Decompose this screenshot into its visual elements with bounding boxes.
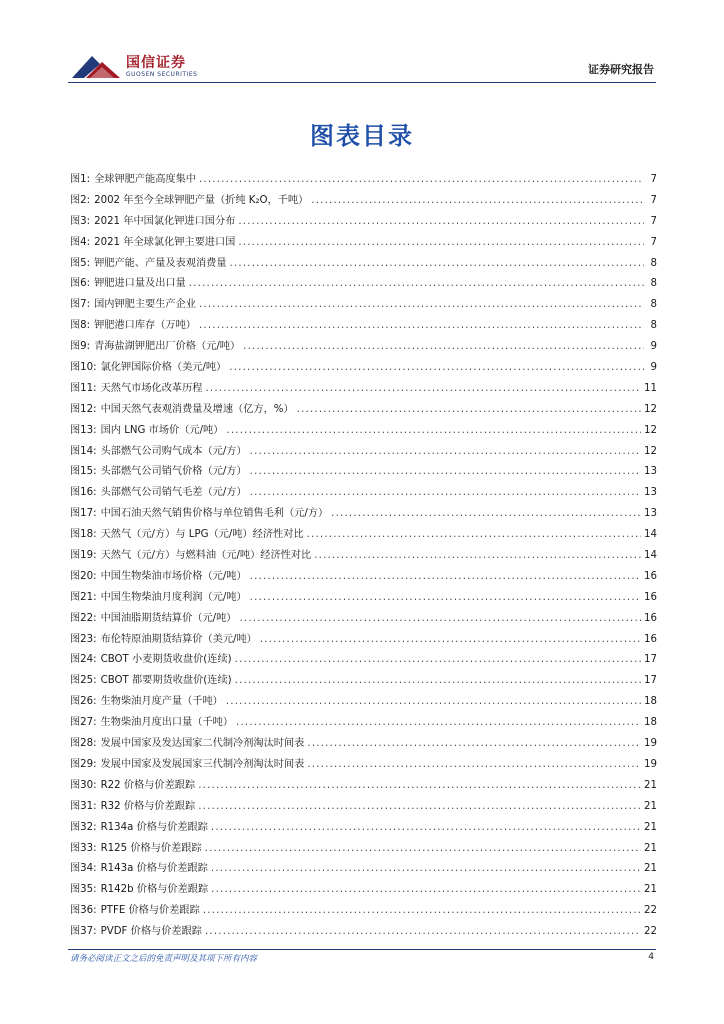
toc-dot-leader xyxy=(238,237,644,248)
toc-entry[interactable] xyxy=(70,254,657,275)
toc-entry-page: 16 xyxy=(644,591,657,603)
toc-entry-page: 21 xyxy=(644,779,657,791)
toc-entry-page: 7 xyxy=(650,236,657,248)
toc-dot-leader xyxy=(211,822,641,833)
toc-entry-page: 19 xyxy=(644,738,657,750)
toc-dot-leader xyxy=(250,487,641,498)
toc-entry-page: 21 xyxy=(644,842,657,854)
toc-entry-page: 11 xyxy=(644,382,657,394)
toc-entry-number: 图22: xyxy=(70,612,97,624)
toc-dot-leader xyxy=(235,675,641,686)
toc-entry-title: 生物柴油月度产量（千吨） xyxy=(100,696,223,708)
toc-entry-page: 8 xyxy=(650,278,657,290)
toc-entry-page: 13 xyxy=(644,487,657,499)
toc-dot-leader xyxy=(199,299,644,310)
toc-entry[interactable] xyxy=(70,379,657,400)
toc-dot-leader xyxy=(297,404,641,415)
toc-entry-title: 布伦特原油期货结算价（美元/吨） xyxy=(100,633,257,645)
toc-dot-leader xyxy=(311,195,644,206)
toc-entry-title: 天然气（元/方）与 LPG（元/吨）经济性对比 xyxy=(100,529,304,541)
toc-entry-title: CBOT 都要期货收盘价(连续) xyxy=(100,675,232,687)
toc-entry-page: 17 xyxy=(644,675,657,687)
toc-entry-number: 图21: xyxy=(70,591,97,603)
toc-dot-leader xyxy=(226,696,641,707)
footer-divider xyxy=(68,949,656,950)
toc-entry[interactable] xyxy=(70,797,657,818)
company-name-en: GUOSEN SECURITIES xyxy=(126,71,198,78)
toc-entry-number: 图8: xyxy=(70,320,91,332)
toc-entry[interactable] xyxy=(70,462,657,483)
toc-entry-number: 图23: xyxy=(70,633,97,645)
toc-entry-number: 图30: xyxy=(70,779,97,791)
toc-entry-number: 图9: xyxy=(70,341,91,353)
toc-dot-leader xyxy=(198,801,641,812)
toc-entry-number: 图20: xyxy=(70,570,97,582)
toc-entry-number: 图24: xyxy=(70,654,97,666)
toc-entry-title: 氯化钾国际价格（美元/吨） xyxy=(100,362,227,374)
toc-entry-number: 图1: xyxy=(70,174,91,185)
toc-entry-number: 图11: xyxy=(70,382,97,394)
toc-entry[interactable] xyxy=(70,734,657,755)
toc-entry[interactable] xyxy=(70,755,657,776)
toc-entry-page: 12 xyxy=(644,403,657,415)
toc-entry-number: 图18: xyxy=(70,529,97,541)
toc-entry-title: 钾肥港口库存（万吨） xyxy=(94,320,196,332)
toc-dot-leader xyxy=(189,278,644,289)
toc-dot-leader xyxy=(307,738,641,749)
toc-entry-number: 图27: xyxy=(70,717,97,729)
toc-entry[interactable] xyxy=(70,901,657,922)
toc-entry-title: 天然气（元/方）与燃料油（元/吨）经济性对比 xyxy=(100,550,312,562)
toc-entry-page: 12 xyxy=(644,445,657,457)
toc-entry-number: 图12: xyxy=(70,403,97,415)
toc-entry-title: 中国油脂期货结算价（元/吨） xyxy=(100,612,237,624)
toc-dot-leader xyxy=(243,341,644,352)
toc-entry[interactable] xyxy=(70,776,657,797)
toc-dot-leader xyxy=(250,571,641,582)
toc-entry-page: 9 xyxy=(650,341,657,353)
toc-entry-number: 图5: xyxy=(70,257,91,269)
toc-entry-number: 图10: xyxy=(70,362,97,374)
toc-entry[interactable] xyxy=(70,295,657,316)
toc-entry-title: R32 价格与价差跟踪 xyxy=(100,800,196,812)
report-type-label: 证券研究报告 xyxy=(588,63,654,76)
toc-entry-title: R143a 价格与价差跟踪 xyxy=(100,863,208,875)
toc-entry-title: PTFE 价格与价差跟踪 xyxy=(100,905,200,917)
toc-entry[interactable] xyxy=(70,400,657,421)
toc-entry[interactable] xyxy=(70,442,657,463)
toc-dot-leader xyxy=(235,654,641,665)
toc-entry-title: 头部燃气公司销气毛差（元/方） xyxy=(100,487,247,499)
toc-entry-title: CBOT 小麦期货收盘价(连续) xyxy=(100,654,232,666)
toc-entry-page: 12 xyxy=(644,424,657,436)
page-number: 4 xyxy=(648,952,654,962)
toc-entry-title: 中国生物柴油月度利润（元/吨） xyxy=(100,591,247,603)
toc-entry-number: 图3: xyxy=(70,215,91,227)
toc-entry[interactable] xyxy=(70,546,657,567)
toc-entry-page: 14 xyxy=(644,529,657,541)
toc-entry[interactable] xyxy=(70,630,657,651)
toc-entry-title: 头部燃气公司销气价格（元/方） xyxy=(100,466,247,478)
toc-entry-number: 图4: xyxy=(70,236,91,248)
toc-entry-page: 16 xyxy=(644,570,657,582)
toc-dot-leader xyxy=(238,216,644,227)
company-logo xyxy=(70,50,200,84)
toc-entry-page: 8 xyxy=(650,257,657,269)
toc-entry-page: 18 xyxy=(644,717,657,729)
toc-dot-leader xyxy=(307,529,641,540)
toc-entry-page: 16 xyxy=(644,612,657,624)
toc-entry-page: 21 xyxy=(644,863,657,875)
toc-entry-page: 17 xyxy=(644,654,657,666)
toc-entry-number: 图29: xyxy=(70,758,97,770)
toc-dot-leader xyxy=(205,843,641,854)
toc-entry-title: R22 价格与价差跟踪 xyxy=(100,779,196,791)
toc-entry[interactable] xyxy=(70,839,657,860)
toc-entry[interactable] xyxy=(70,567,657,588)
toc-entry[interactable] xyxy=(70,609,657,630)
toc-entry-number: 图2: xyxy=(70,194,91,206)
company-name: 国信证券 xyxy=(126,55,186,71)
toc-entry-title: 中国天然气表观消费量及增速（亿方，%） xyxy=(100,403,294,415)
toc-dot-leader xyxy=(230,258,644,269)
toc-entry-title: 天然气市场化改革历程 xyxy=(100,382,203,394)
toc-entry-title: 2021 年全球氯化钾主要进口国 xyxy=(94,236,236,248)
toc-entry[interactable] xyxy=(70,421,657,442)
toc-entry[interactable] xyxy=(70,504,657,525)
toc-entry-number: 图16: xyxy=(70,487,97,499)
page-title: 图表目录 xyxy=(310,122,414,150)
toc-entry-number: 图14: xyxy=(70,445,97,457)
toc-dot-leader xyxy=(198,780,641,791)
toc-entry-page: 21 xyxy=(644,800,657,812)
toc-entry-page: 19 xyxy=(644,758,657,770)
toc-dot-leader xyxy=(250,446,641,457)
toc-entry-title: R142b 价格与价差跟踪 xyxy=(100,884,209,896)
toc-entry-title: 头部燃气公司购气成本（元/方） xyxy=(100,445,247,457)
toc-entry-number: 图32: xyxy=(70,821,97,833)
toc-entry-title: 钾肥产能、产量及表观消费量 xyxy=(94,257,227,269)
toc-entry-page: 22 xyxy=(644,926,657,938)
toc-entry-page: 16 xyxy=(644,633,657,645)
toc-dot-leader xyxy=(331,508,641,519)
toc-entry[interactable] xyxy=(70,358,657,379)
toc-entry[interactable] xyxy=(70,337,657,358)
toc-entry-number: 图36: xyxy=(70,905,97,917)
guosen-logo-icon xyxy=(70,52,122,82)
toc-entry-number: 图28: xyxy=(70,738,97,750)
toc-entry-title: 青海盐湖钾肥出厂价格（元/吨） xyxy=(94,341,241,353)
toc-entry-number: 图25: xyxy=(70,675,97,687)
toc-entry-number: 图7: xyxy=(70,299,91,311)
toc-entry[interactable] xyxy=(70,692,657,713)
toc-entry[interactable] xyxy=(70,588,657,609)
toc-entry-number: 图13: xyxy=(70,424,97,436)
toc-dot-leader xyxy=(199,320,644,331)
toc-entry[interactable] xyxy=(70,191,657,212)
toc-entry-title: 国内 LNG 市场价（元/吨） xyxy=(100,424,224,436)
toc-dot-leader xyxy=(314,550,641,561)
page-header xyxy=(0,0,724,90)
toc-entry-title: 发展中国家及发展国家三代制冷剂淘汰时间表 xyxy=(100,758,305,770)
toc-dot-leader xyxy=(250,466,641,477)
toc-entry[interactable] xyxy=(70,650,657,671)
toc-entry-page: 22 xyxy=(644,905,657,917)
toc-entry-title: 钾肥进口量及出口量 xyxy=(94,278,186,290)
toc-entry-title: 全球钾肥产能高度集中 xyxy=(94,174,196,185)
toc-entry-number: 图6: xyxy=(70,278,91,290)
toc-entry[interactable] xyxy=(70,316,657,337)
toc-entry[interactable] xyxy=(70,483,657,504)
toc-dot-leader xyxy=(211,863,641,874)
toc-entry-page: 21 xyxy=(644,821,657,833)
toc-entry-page: 13 xyxy=(644,466,657,478)
toc-entry-page: 9 xyxy=(650,362,657,374)
toc-entry[interactable] xyxy=(70,671,657,692)
toc-entry-page: 7 xyxy=(650,215,657,227)
toc-entry-title: 生物柴油月度出口量（千吨） xyxy=(100,717,234,729)
toc-entry-number: 图19: xyxy=(70,550,97,562)
toc-entry[interactable] xyxy=(70,170,657,191)
footer-disclaimer: 请务必阅读正文之后的免责声明及其项下所有内容 xyxy=(70,954,258,964)
toc-entry-title: 发展中国家及发达国家二代制冷剂淘汰时间表 xyxy=(100,738,305,750)
toc-entry-number: 图26: xyxy=(70,696,97,708)
toc-entry-number: 图37: xyxy=(70,926,97,938)
toc-dot-leader xyxy=(307,759,641,770)
toc-dot-leader xyxy=(250,592,641,603)
toc-entry-page: 13 xyxy=(644,508,657,520)
toc-entry[interactable] xyxy=(70,713,657,734)
toc-entry-page: 14 xyxy=(644,550,657,562)
toc-entry-number: 图33: xyxy=(70,842,97,854)
toc-entry-number: 图17: xyxy=(70,508,97,520)
toc-entry[interactable] xyxy=(70,922,657,943)
toc-entry-title: 中国生物柴油市场价格（元/吨） xyxy=(100,570,247,582)
toc-entry-title: 2002 年至今全球钾肥产量（折纯 K₂O，千吨） xyxy=(94,194,309,206)
toc-entry[interactable] xyxy=(70,525,657,546)
toc-entry[interactable] xyxy=(70,233,657,254)
toc-entry-title: PVDF 价格与价差跟踪 xyxy=(100,926,202,938)
toc-dot-leader xyxy=(199,174,644,185)
toc-entry[interactable] xyxy=(70,818,657,839)
header-divider xyxy=(68,82,656,83)
toc-entry[interactable] xyxy=(70,212,657,233)
toc-entry-number: 图31: xyxy=(70,800,97,812)
toc-dot-leader xyxy=(211,884,641,895)
toc-entry-page: 7 xyxy=(650,174,657,185)
table-of-figures xyxy=(70,170,657,943)
toc-dot-leader xyxy=(205,383,641,394)
toc-entry-title: 2021 年中国氯化钾进口国分布 xyxy=(94,215,236,227)
toc-entry-title: R134a 价格与价差跟踪 xyxy=(100,821,208,833)
toc-entry[interactable] xyxy=(70,880,657,901)
toc-entry-page: 7 xyxy=(650,194,657,206)
toc-entry-number: 图35: xyxy=(70,884,97,896)
toc-dot-leader xyxy=(226,425,641,436)
toc-entry[interactable] xyxy=(70,859,657,880)
toc-entry-title: 中国石油天然气销售价格与单位销售毛利（元/方） xyxy=(100,508,329,520)
toc-entry-page: 8 xyxy=(650,299,657,311)
toc-entry-page: 21 xyxy=(644,884,657,896)
toc-dot-leader xyxy=(203,905,641,916)
toc-dot-leader xyxy=(236,717,641,728)
toc-entry-title: R125 价格与价差跟踪 xyxy=(100,842,202,854)
toc-entry-number: 图34: xyxy=(70,863,97,875)
toc-dot-leader xyxy=(205,926,641,937)
toc-entry-number: 图15: xyxy=(70,466,97,478)
toc-entry-page: 18 xyxy=(644,696,657,708)
toc-dot-leader xyxy=(239,613,641,624)
toc-entry-page: 8 xyxy=(650,320,657,332)
toc-dot-leader xyxy=(260,634,641,645)
toc-entry-title: 国内钾肥主要生产企业 xyxy=(94,299,196,311)
toc-entry[interactable] xyxy=(70,274,657,295)
toc-dot-leader xyxy=(229,362,644,373)
